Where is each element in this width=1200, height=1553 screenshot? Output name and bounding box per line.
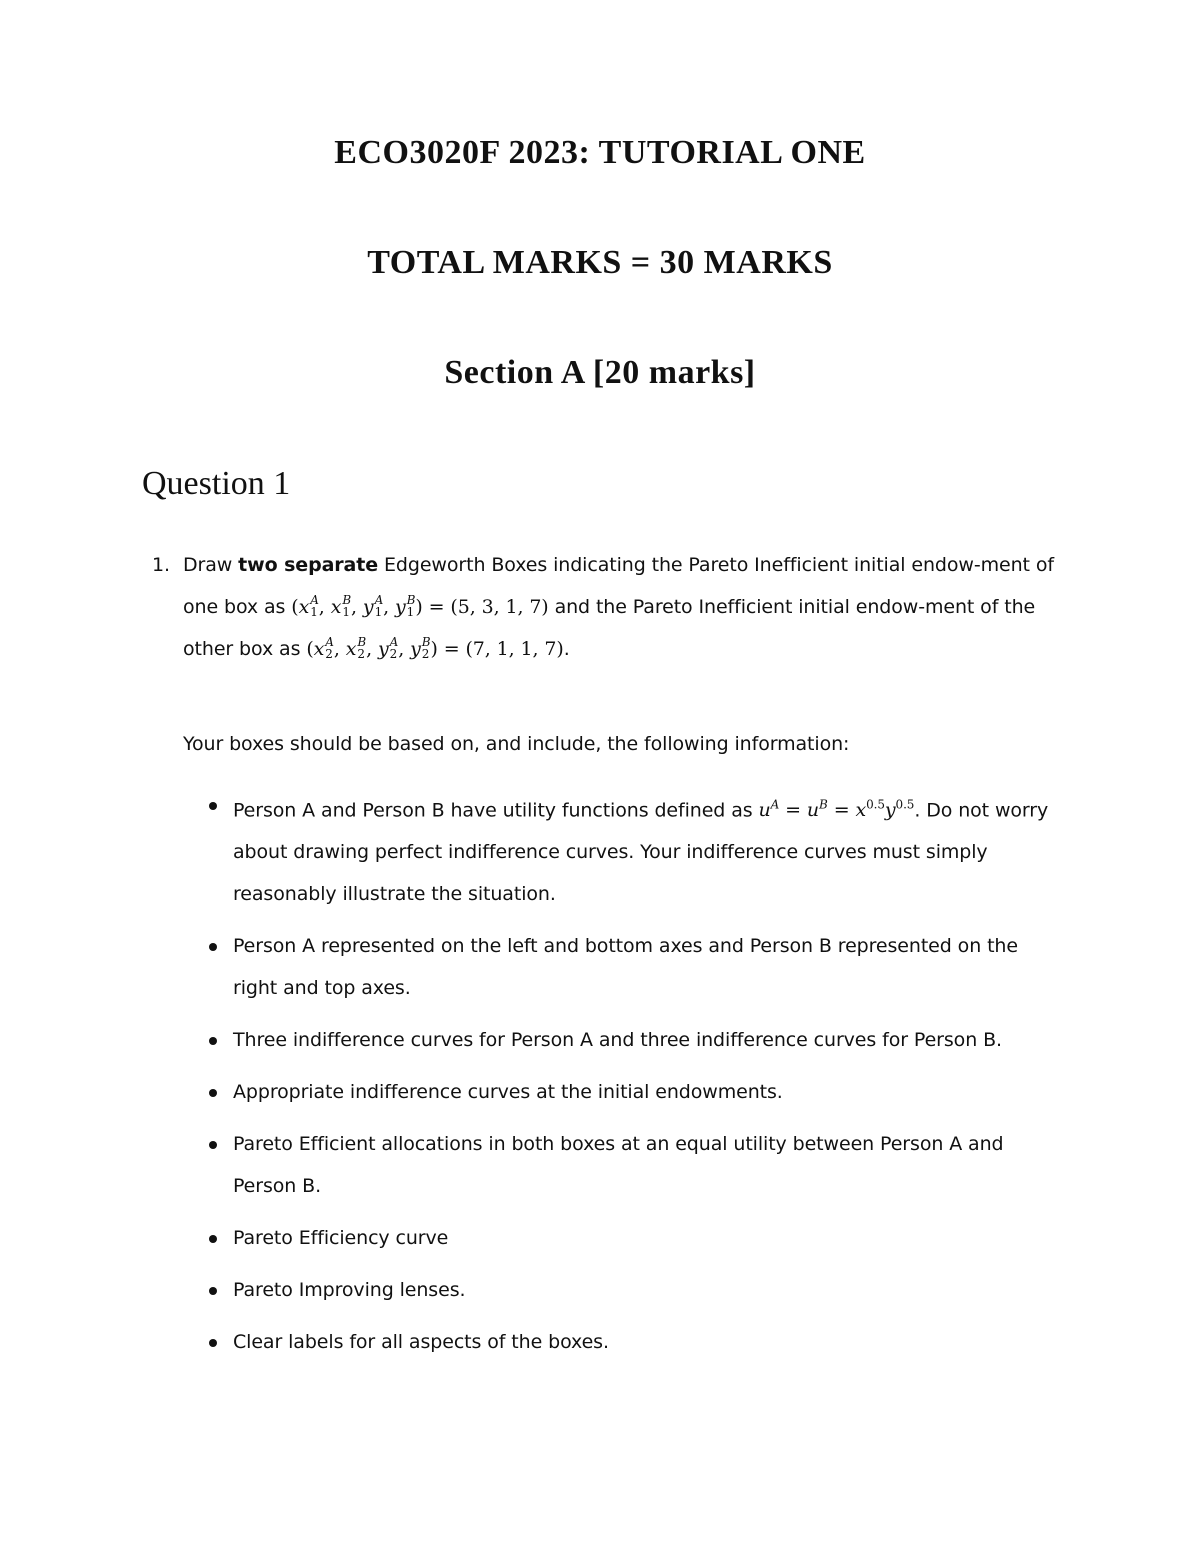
math-var: x xyxy=(330,596,342,618)
text-fragment: . xyxy=(563,638,570,660)
bullet-icon xyxy=(209,1037,217,1045)
math-sub: 1 xyxy=(342,605,350,619)
math-sub: 1 xyxy=(406,605,415,619)
math-sub: 2 xyxy=(421,647,430,661)
list-item xyxy=(183,1071,1063,1113)
list-item-text: Three indifference curves for Person A and three indifference curves for Person B. xyxy=(233,1029,1002,1052)
text-fragment: Person A and Person B have utility functions defined as xyxy=(233,799,759,822)
math-sup: A xyxy=(389,635,399,649)
math-var: x xyxy=(298,596,310,618)
math-sub: 2 xyxy=(357,647,365,661)
bullet-icon xyxy=(209,1339,217,1347)
math-comma: , xyxy=(398,638,411,660)
math-sub: 2 xyxy=(389,647,398,661)
list-item-text: Pareto Improving lenses. xyxy=(233,1279,466,1302)
text-fragment: Edgeworth Boxes indicating the Pareto Inefficient initial endow-ment of one box as xyxy=(183,554,1054,618)
math-comma: , xyxy=(318,596,331,618)
bullet-icon xyxy=(209,1141,217,1149)
list-item-text: Clear labels for all aspects of the boxes. xyxy=(233,1331,609,1354)
math-var: u xyxy=(806,799,820,822)
list-item xyxy=(183,1123,1063,1207)
math-eq: = xyxy=(779,799,807,822)
math-supsub xyxy=(310,594,319,618)
math-supsub xyxy=(325,636,334,660)
utility-math xyxy=(758,799,914,821)
math-var: x xyxy=(345,638,357,660)
math-var: u xyxy=(758,799,771,822)
list-item xyxy=(183,925,1063,1009)
endowment-one-math xyxy=(291,593,549,619)
list-item-text: Appropriate indifference curves at the initial endowments. xyxy=(233,1081,783,1104)
math-sup: 0.5 xyxy=(866,798,885,812)
math-sup: B xyxy=(357,635,367,649)
bullet-icon xyxy=(209,1287,217,1295)
bullet-icon xyxy=(209,802,217,810)
text-fragment: . Do not worry about drawing perfect indifference curves. Your indifference curves must simply reasonably illustrate the situation. xyxy=(233,799,1049,906)
math-var: y xyxy=(410,638,421,660)
list-item xyxy=(183,784,1063,915)
section-heading: Section A [20 marks] xyxy=(444,354,756,391)
math-var: y xyxy=(377,638,389,660)
math-sup: 0.5 xyxy=(895,798,915,812)
math-rhs: ) = (5, 3, 1, 7) xyxy=(415,596,549,618)
math-sup: B xyxy=(342,593,352,607)
math-eq: = xyxy=(827,799,856,822)
math-var: y xyxy=(362,596,374,618)
math-supsub xyxy=(342,594,351,618)
endowment-two-math xyxy=(306,635,564,661)
list-item xyxy=(183,1217,1063,1259)
math-supsub xyxy=(407,594,416,618)
requirements-list xyxy=(183,784,1063,1373)
math-var: y xyxy=(395,596,406,618)
math-sup: A xyxy=(325,635,334,649)
math-sub: 2 xyxy=(325,647,333,661)
total-marks: TOTAL MARKS = 30 MARKS xyxy=(367,244,833,281)
math-supsub xyxy=(422,636,431,660)
math-rhs: ) = (7, 1, 1, 7) xyxy=(430,638,564,660)
item-1-text xyxy=(183,544,1062,670)
question-heading: Question 1 xyxy=(142,465,291,502)
math-sup: A xyxy=(770,798,780,812)
bullet-icon xyxy=(209,1235,217,1243)
text-fragment: and the Pareto Inefficient initial endow-ment of the other box as xyxy=(183,596,1036,660)
math-sup: B xyxy=(421,635,431,649)
list-item-text: Pareto Efficiency curve xyxy=(233,1227,449,1250)
math-comma: , xyxy=(351,596,363,618)
math-comma: , xyxy=(366,638,378,660)
math-var: y xyxy=(884,799,896,822)
math-sup: A xyxy=(374,593,384,607)
emphasis-text: two separate xyxy=(238,554,379,576)
list-item-text: Person A represented on the left and bottom axes and Person B represented on the right and top axes. xyxy=(233,935,1018,1000)
list-item xyxy=(183,1019,1063,1061)
math-supsub xyxy=(357,636,366,660)
math-supsub xyxy=(375,594,384,618)
list-item-text: Pareto Efficient allocations in both boxes at an equal utility between Person A and Person B. xyxy=(233,1133,1004,1198)
math-supsub xyxy=(390,636,399,660)
list-item xyxy=(183,1269,1063,1311)
math-comma: , xyxy=(383,596,396,618)
math-var: x xyxy=(313,638,325,660)
item-number: 1. xyxy=(152,554,170,576)
math-sup: B xyxy=(819,798,828,812)
list-item xyxy=(183,1321,1063,1363)
document-title: ECO3020F 2023: TUTORIAL ONE xyxy=(334,134,866,171)
math-sup: B xyxy=(406,593,416,607)
math-paren: ( xyxy=(306,638,314,660)
math-var: x xyxy=(855,799,867,822)
math-sub: 1 xyxy=(374,605,383,619)
math-comma: , xyxy=(333,638,346,660)
question-item-1 xyxy=(152,544,1062,670)
math-sub: 1 xyxy=(310,605,318,619)
bullet-icon xyxy=(209,1089,217,1097)
instructions-intro: Your boxes should be based on, and include, the following information: xyxy=(183,733,850,755)
text-fragment: Draw xyxy=(183,554,239,576)
math-paren: ( xyxy=(291,596,299,618)
bullet-icon xyxy=(209,943,217,951)
math-sup: A xyxy=(310,593,319,607)
